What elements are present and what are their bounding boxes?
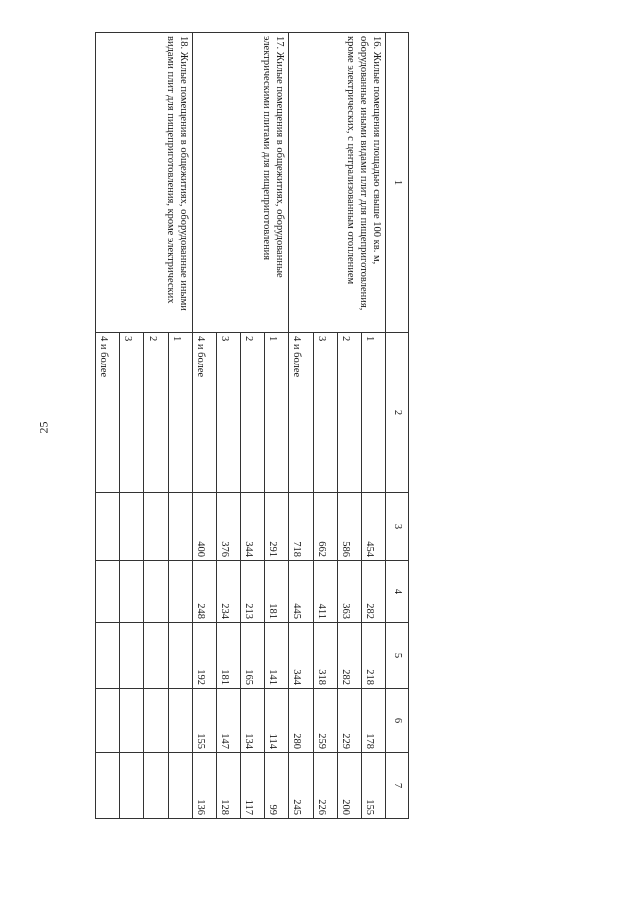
value-cell: 213 <box>241 561 265 623</box>
value-cell: 229 <box>337 689 361 753</box>
value-cell <box>144 493 168 561</box>
value-cell: 363 <box>337 561 361 623</box>
header-cell: 3 <box>386 493 409 561</box>
page-number: 25 <box>36 421 51 434</box>
value-cell: 445 <box>289 561 313 623</box>
value-cell: 181 <box>265 561 289 623</box>
value-cell: 99 <box>265 753 289 819</box>
rooms-cell: 1 <box>361 333 385 493</box>
tariff-table <box>95 32 409 819</box>
value-cell: 155 <box>361 753 385 819</box>
value-cell: 586 <box>337 493 361 561</box>
value-cell: 291 <box>265 493 289 561</box>
value-cell <box>120 561 144 623</box>
value-cell: 282 <box>337 623 361 689</box>
header-cell: 1 <box>386 33 409 333</box>
value-cell <box>168 753 192 819</box>
value-cell: 134 <box>241 689 265 753</box>
value-cell <box>96 493 120 561</box>
value-cell <box>96 561 120 623</box>
value-cell <box>120 623 144 689</box>
category-cell: 16. Жилые помещения площадью свыше 100 кв. м, оборудованные иными видами плит для пищеприготовления, кроме электрических, с централизованным отоплением <box>289 33 386 333</box>
value-cell <box>120 689 144 753</box>
value-cell: 662 <box>313 493 337 561</box>
value-cell <box>144 561 168 623</box>
value-cell: 128 <box>216 753 240 819</box>
value-cell: 259 <box>313 689 337 753</box>
value-cell: 454 <box>361 493 385 561</box>
rooms-cell: 3 <box>120 333 144 493</box>
value-cell: 344 <box>241 493 265 561</box>
value-cell: 165 <box>241 623 265 689</box>
value-cell: 248 <box>192 561 216 623</box>
rooms-cell: 1 <box>265 333 289 493</box>
header-cell: 6 <box>386 689 409 753</box>
rooms-cell: 1 <box>168 333 192 493</box>
value-cell: 234 <box>216 561 240 623</box>
value-cell <box>168 623 192 689</box>
category-cell: 18. Жилые помещения в общежитиях, оборудованные иными видами плит для пищеприготовления, кроме электрических <box>96 33 193 333</box>
rooms-cell: 3 <box>313 333 337 493</box>
value-cell <box>96 753 120 819</box>
value-cell <box>168 689 192 753</box>
value-cell: 400 <box>192 493 216 561</box>
value-cell: 200 <box>337 753 361 819</box>
rooms-cell: 2 <box>144 333 168 493</box>
value-cell <box>96 623 120 689</box>
value-cell: 318 <box>313 623 337 689</box>
value-cell <box>144 753 168 819</box>
value-cell <box>120 753 144 819</box>
value-cell: 218 <box>361 623 385 689</box>
value-cell: 718 <box>289 493 313 561</box>
value-cell: 192 <box>192 623 216 689</box>
value-cell: 282 <box>361 561 385 623</box>
value-cell: 181 <box>216 623 240 689</box>
value-cell <box>120 493 144 561</box>
value-cell: 178 <box>361 689 385 753</box>
value-cell: 376 <box>216 493 240 561</box>
rooms-cell: 2 <box>241 333 265 493</box>
rooms-cell: 4 и более <box>289 333 313 493</box>
header-cell: 2 <box>386 333 409 493</box>
value-cell <box>144 689 168 753</box>
value-cell <box>168 561 192 623</box>
value-cell <box>96 689 120 753</box>
value-cell: 117 <box>241 753 265 819</box>
header-row <box>386 33 409 819</box>
value-cell: 344 <box>289 623 313 689</box>
value-cell <box>144 623 168 689</box>
value-cell: 280 <box>289 689 313 753</box>
value-cell: 136 <box>192 753 216 819</box>
value-cell: 226 <box>313 753 337 819</box>
value-cell <box>168 493 192 561</box>
value-cell: 155 <box>192 689 216 753</box>
category-cell: 17. Жилые помещения в общежитиях, оборудованные электрическими плитами для пищеприготовления <box>192 33 289 333</box>
rooms-cell: 3 <box>216 333 240 493</box>
table-row <box>361 33 385 819</box>
value-cell: 114 <box>265 689 289 753</box>
table-row <box>265 33 289 819</box>
table-row <box>168 33 192 819</box>
value-cell: 147 <box>216 689 240 753</box>
rooms-cell: 4 и более <box>192 333 216 493</box>
rooms-cell: 4 и более <box>96 333 120 493</box>
rotated-table-container <box>95 32 409 818</box>
rooms-cell: 2 <box>337 333 361 493</box>
value-cell: 141 <box>265 623 289 689</box>
header-cell: 4 <box>386 561 409 623</box>
value-cell: 245 <box>289 753 313 819</box>
header-cell: 5 <box>386 623 409 689</box>
header-cell: 7 <box>386 753 409 819</box>
value-cell: 411 <box>313 561 337 623</box>
